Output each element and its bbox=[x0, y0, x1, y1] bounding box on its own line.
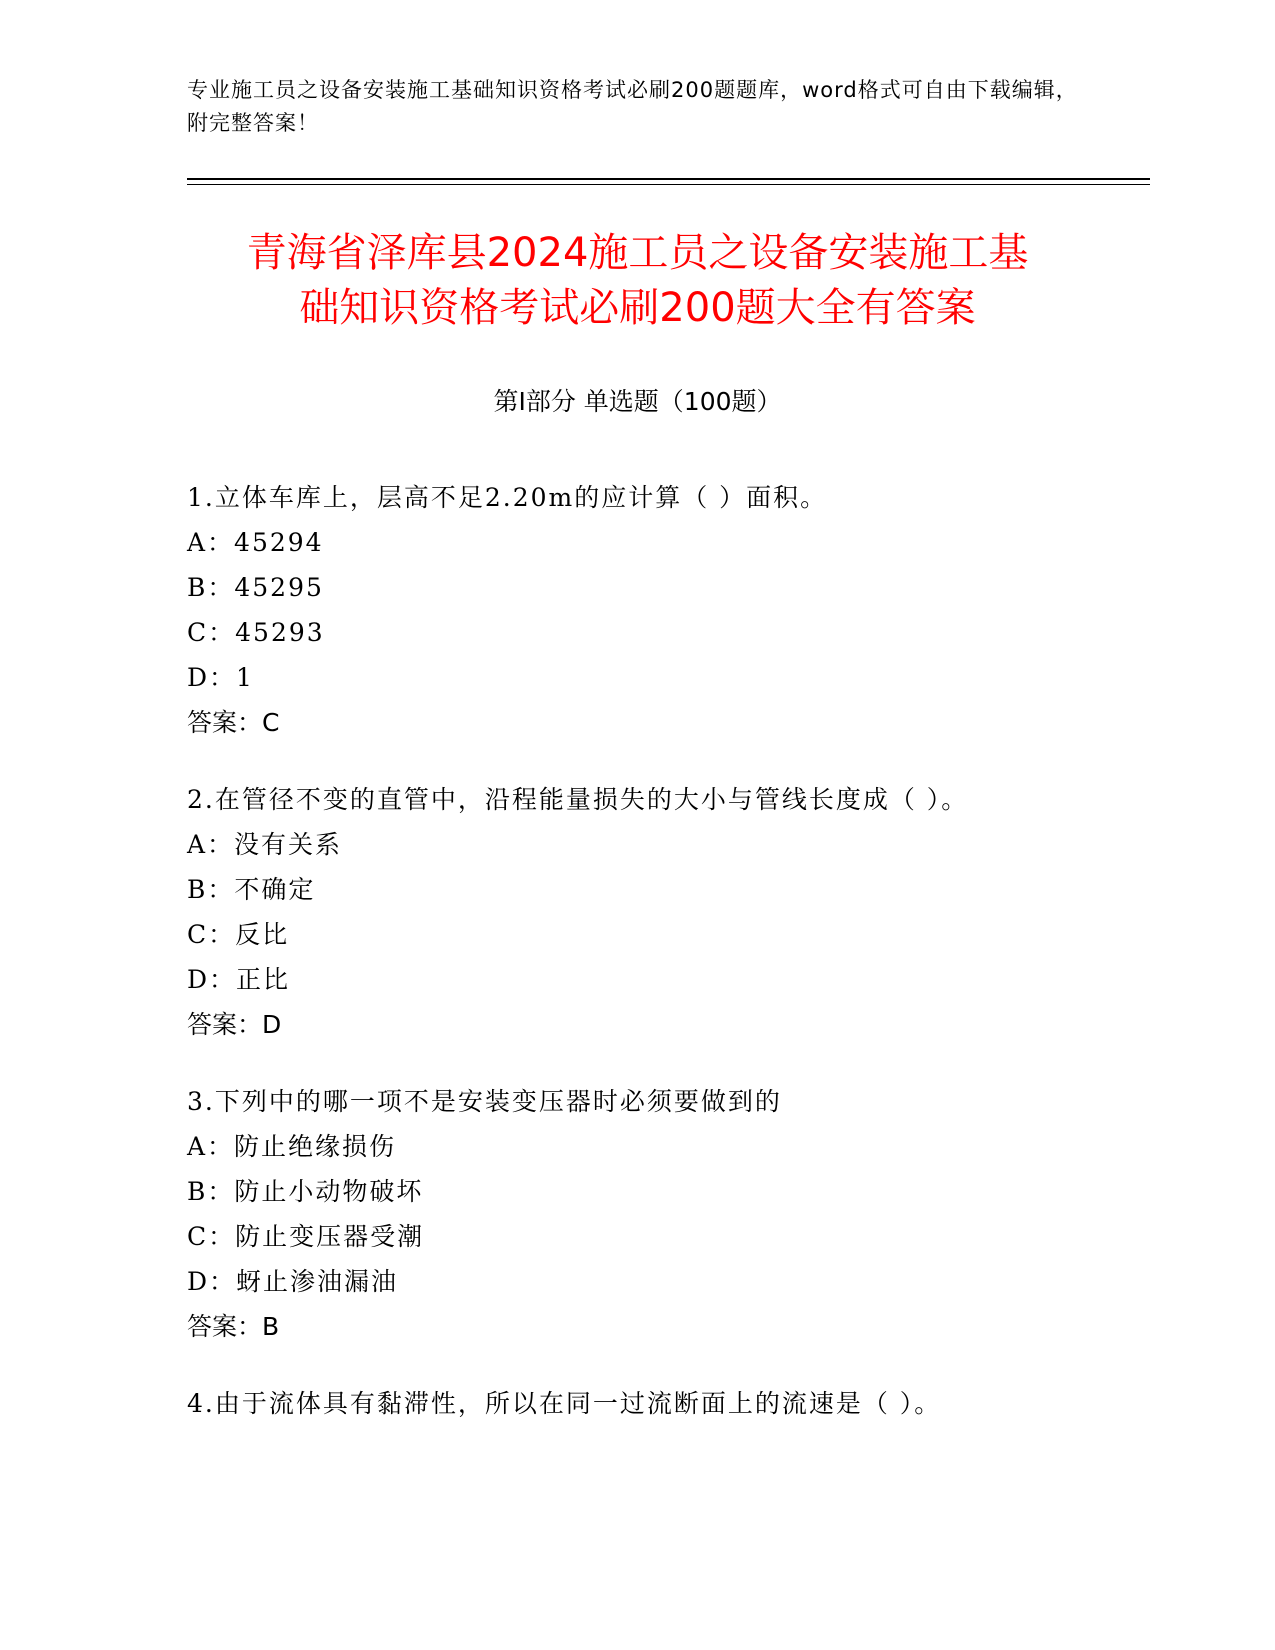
question-1 bbox=[187, 475, 1147, 745]
option-c: C：反比 bbox=[187, 920, 290, 949]
question-3 bbox=[187, 1079, 1147, 1349]
header-divider-bottom bbox=[187, 184, 1150, 185]
option-d: D：蚜止渗油漏油 bbox=[187, 1267, 399, 1296]
answer: 答案：D bbox=[187, 1010, 282, 1039]
option-d: D：1 bbox=[187, 663, 254, 692]
question-4 bbox=[187, 1381, 1147, 1426]
question-stem: 2.在管径不变的直管中，沿程能量损失的大小与管线长度成（ ）。 bbox=[187, 785, 969, 814]
question-2 bbox=[187, 777, 1147, 1047]
document-title-line-2: 础知识资格考试必刷200题大全有答案 bbox=[299, 285, 976, 331]
header-note: 专业施工员之设备安装施工基础知识资格考试必刷200题题库，word格式可自由下载编辑，附完整答案！ bbox=[187, 78, 1078, 135]
option-b: B：不确定 bbox=[187, 875, 316, 904]
option-d: D：正比 bbox=[187, 965, 291, 994]
answer: 答案：C bbox=[187, 708, 280, 737]
option-b: B：45295 bbox=[187, 573, 324, 602]
header-divider-top bbox=[187, 178, 1150, 180]
option-a: A：没有关系 bbox=[187, 830, 343, 859]
document-title-line-1: 青海省泽库县2024施工员之设备安装施工基 bbox=[246, 230, 1029, 276]
question-stem: 1.立体车库上，层高不足2.20m的应计算（ ）面积。 bbox=[187, 483, 828, 512]
option-a: A：45294 bbox=[187, 528, 324, 557]
option-b: B：防止小动物破坏 bbox=[187, 1177, 424, 1206]
document-title bbox=[150, 226, 1125, 336]
question-stem: 3.下列中的哪一项不是安装变压器时必须要做到的 bbox=[187, 1087, 782, 1116]
option-c: C：防止变压器受潮 bbox=[187, 1222, 425, 1251]
question-stem: 4.由于流体具有黏滞性，所以在同一过流断面上的流速是（ ）。 bbox=[187, 1389, 942, 1418]
question-list bbox=[187, 475, 1147, 1458]
option-a: A：防止绝缘损伤 bbox=[187, 1132, 397, 1161]
answer: 答案：B bbox=[187, 1312, 280, 1341]
option-c: C：45293 bbox=[187, 618, 325, 647]
section-title: 第Ⅰ部分 单选题（100题） bbox=[493, 387, 782, 416]
